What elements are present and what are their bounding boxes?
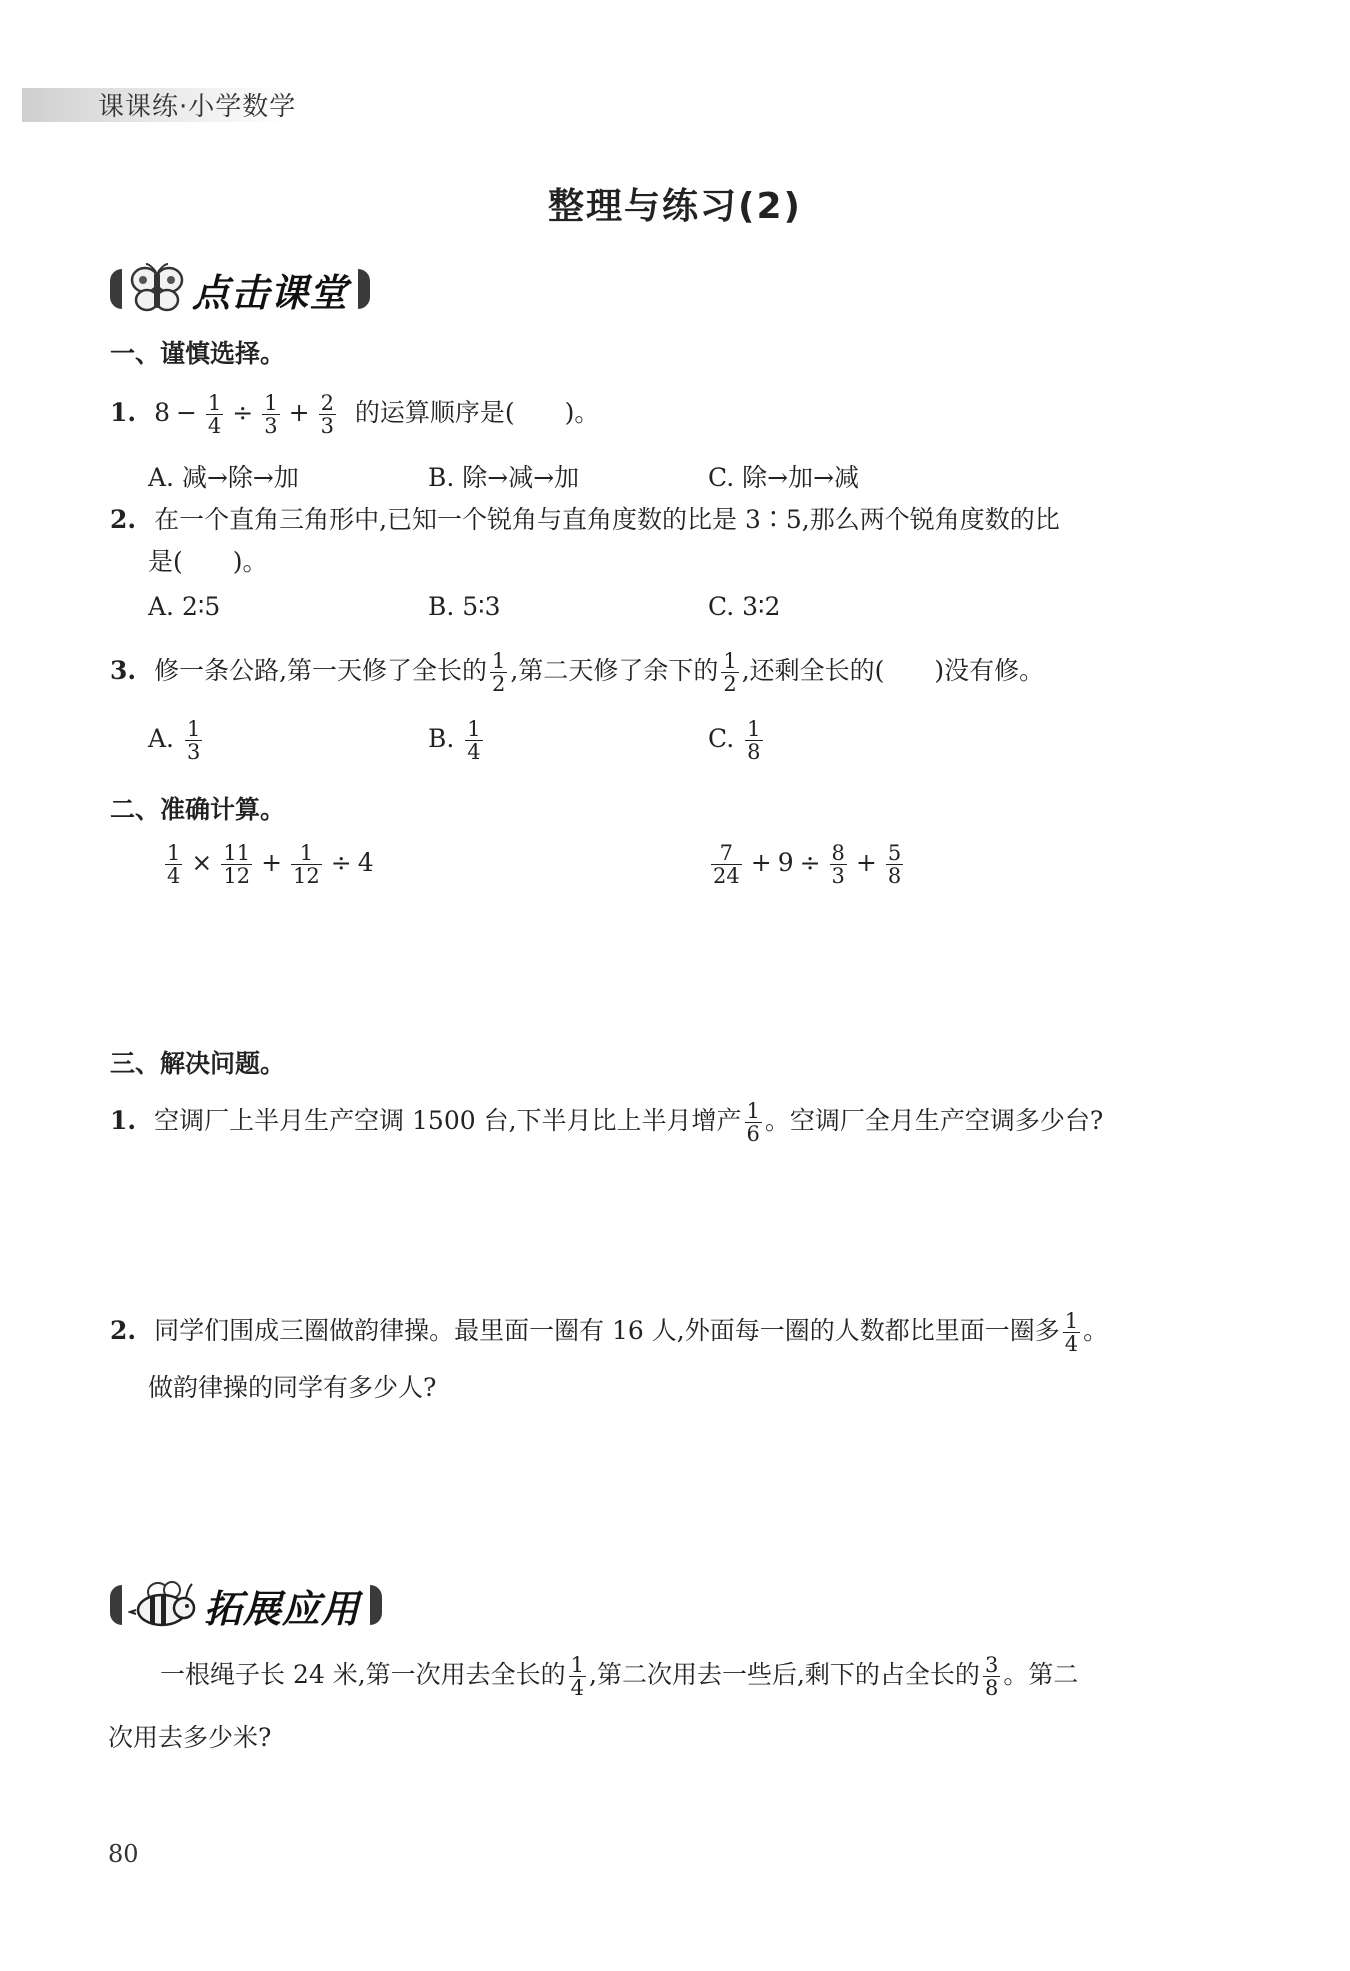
denominator: 12 — [223, 864, 251, 888]
operator: − — [175, 398, 197, 427]
operator: + — [855, 848, 877, 877]
numerator: 7 — [719, 841, 734, 865]
question-number: 1. — [110, 1106, 137, 1135]
option-b[interactable] — [428, 718, 486, 763]
number: 4 — [357, 848, 374, 877]
question-number: 1. — [110, 398, 137, 427]
fraction — [206, 392, 223, 437]
option-c[interactable] — [708, 718, 766, 763]
question-text: ,第二天修了余下的 — [510, 656, 719, 685]
operator: + — [261, 848, 283, 877]
fraction — [465, 718, 482, 763]
numerator: 1 — [1064, 1309, 1079, 1333]
numerator: 1 — [299, 841, 314, 865]
numerator: 1 — [207, 391, 222, 415]
question-text: 在一个直角三角形中,已知一个锐角与直角度数的比是 3∶5,那么两个锐角度数的比 — [154, 505, 1060, 534]
denominator: 3 — [186, 740, 201, 764]
denominator: 3 — [320, 414, 334, 438]
word-problem-2 — [110, 1310, 1108, 1355]
section-badge-extension — [110, 1578, 382, 1632]
option-c[interactable]: C. 3∶2 — [708, 592, 781, 621]
question-text: ,还剩全长的( )没有修。 — [741, 656, 1045, 685]
series-title: 课课练·小学数学 — [98, 92, 297, 122]
fraction — [830, 842, 847, 887]
question-text: 。空调厂全月生产空调多少台? — [764, 1106, 1104, 1135]
numerator: 1 — [264, 391, 278, 415]
question-text: ,第二次用去一些后,剩下的占全长的 — [589, 1660, 980, 1689]
numerator: 1 — [723, 649, 737, 673]
operator: × — [191, 848, 213, 877]
numerator: 1 — [186, 717, 201, 741]
denominator: 8 — [887, 864, 902, 888]
denominator: 6 — [746, 1122, 760, 1146]
badge-left-cap — [110, 269, 122, 309]
question-number: 2. — [110, 505, 137, 534]
expression-lead: 8 — [154, 398, 170, 427]
denominator: 24 — [713, 864, 740, 888]
fraction — [490, 650, 507, 695]
numerator: 11 — [223, 841, 251, 865]
calc-expression-2 — [708, 842, 906, 887]
fraction — [291, 842, 322, 887]
option-label: A. — [148, 724, 175, 753]
denominator: 2 — [723, 672, 737, 696]
numerator: 3 — [984, 1653, 999, 1677]
denominator: 8 — [747, 740, 761, 764]
question-text: 的运算顺序是( )。 — [354, 398, 600, 427]
question-text: 空调厂上半月生产空调 1500 台,下半月比上半月增产 — [154, 1106, 742, 1135]
choice-question-3 — [110, 650, 1044, 695]
choice-question-1 — [110, 392, 599, 437]
fraction — [319, 392, 336, 437]
badge-right-cap — [358, 269, 370, 309]
fraction — [569, 1654, 586, 1699]
question-number: 2. — [110, 1316, 137, 1345]
fraction — [1063, 1310, 1080, 1355]
denominator: 4 — [167, 864, 181, 888]
fraction — [721, 650, 738, 695]
section-heading-choice: 一、谨慎选择。 — [110, 339, 286, 368]
bee-icon — [128, 1578, 198, 1632]
butterfly-icon — [128, 262, 186, 316]
section-badge-class — [110, 262, 370, 316]
numerator: 1 — [492, 649, 506, 673]
question-text: 修一条公路,第一天修了全长的 — [154, 656, 488, 685]
page-title: 整理与练习(2) — [548, 186, 802, 227]
option-a[interactable]: A. 2∶5 — [148, 592, 221, 621]
option-a[interactable] — [148, 718, 205, 763]
numerator: 8 — [831, 841, 845, 865]
denominator: 12 — [293, 864, 320, 888]
question-text-continued: 次用去多少米? — [108, 1723, 272, 1752]
question-text-continued: 是( )。 — [148, 547, 268, 576]
badge-right-cap — [370, 1585, 382, 1625]
fraction — [185, 718, 202, 763]
denominator: 4 — [467, 740, 481, 764]
numerator: 1 — [747, 717, 761, 741]
option-c[interactable]: C. 除→加→减 — [708, 463, 860, 492]
option-b[interactable]: B. 5∶3 — [428, 592, 501, 621]
section-heading-problems: 三、解决问题。 — [110, 1049, 286, 1078]
fraction — [983, 1654, 1000, 1699]
numerator: 5 — [887, 841, 902, 865]
question-number: 3. — [110, 656, 137, 685]
operator: ÷ — [330, 848, 352, 877]
question-text: 。 — [1083, 1316, 1109, 1345]
option-label: B. — [428, 724, 455, 753]
denominator: 4 — [207, 414, 222, 438]
denominator: 4 — [570, 1676, 585, 1700]
question-text: 同学们围成三圈做韵律操。最里面一圈有 16 人,外面每一圈的人数都比里面一圈多 — [154, 1316, 1060, 1345]
fraction — [165, 842, 182, 887]
page-number: 80 — [108, 1840, 139, 1868]
option-a[interactable]: A. 减→除→加 — [148, 463, 299, 492]
question-text: 。第二 — [1003, 1660, 1079, 1689]
denominator: 4 — [1064, 1332, 1079, 1356]
fraction — [221, 842, 252, 887]
denominator: 3 — [264, 414, 278, 438]
number: 9 — [777, 848, 794, 877]
section-heading-calc: 二、准确计算。 — [110, 795, 286, 824]
numerator: 1 — [746, 1099, 760, 1123]
badge-left-cap — [110, 1585, 122, 1625]
operator: + — [288, 398, 310, 427]
numerator: 2 — [320, 391, 334, 415]
fraction — [262, 392, 279, 437]
operator: + — [750, 848, 772, 877]
choice-question-2 — [110, 500, 1060, 540]
fraction — [886, 842, 903, 887]
question-text: 一根绳子长 24 米,第一次用去全长的 — [160, 1660, 566, 1689]
numerator: 1 — [167, 841, 181, 865]
badge-label-class: 点击课堂 — [192, 270, 349, 315]
operator: ÷ — [799, 848, 821, 877]
option-label: C. — [708, 724, 735, 753]
badge-label-extension: 拓展应用 — [204, 1586, 361, 1631]
denominator: 2 — [492, 672, 506, 696]
numerator: 1 — [467, 717, 481, 741]
numerator: 1 — [570, 1653, 585, 1677]
fraction — [745, 1100, 762, 1145]
denominator: 3 — [831, 864, 845, 888]
operator: ÷ — [232, 398, 254, 427]
calc-expression-1 — [162, 842, 374, 887]
word-problem-1 — [110, 1100, 1103, 1145]
question-text-continued: 做韵律操的同学有多少人? — [148, 1373, 437, 1402]
fraction — [745, 718, 762, 763]
option-b[interactable]: B. 除→减→加 — [428, 463, 580, 492]
fraction — [711, 842, 742, 887]
extension-problem — [160, 1654, 1078, 1699]
denominator: 8 — [984, 1676, 999, 1700]
